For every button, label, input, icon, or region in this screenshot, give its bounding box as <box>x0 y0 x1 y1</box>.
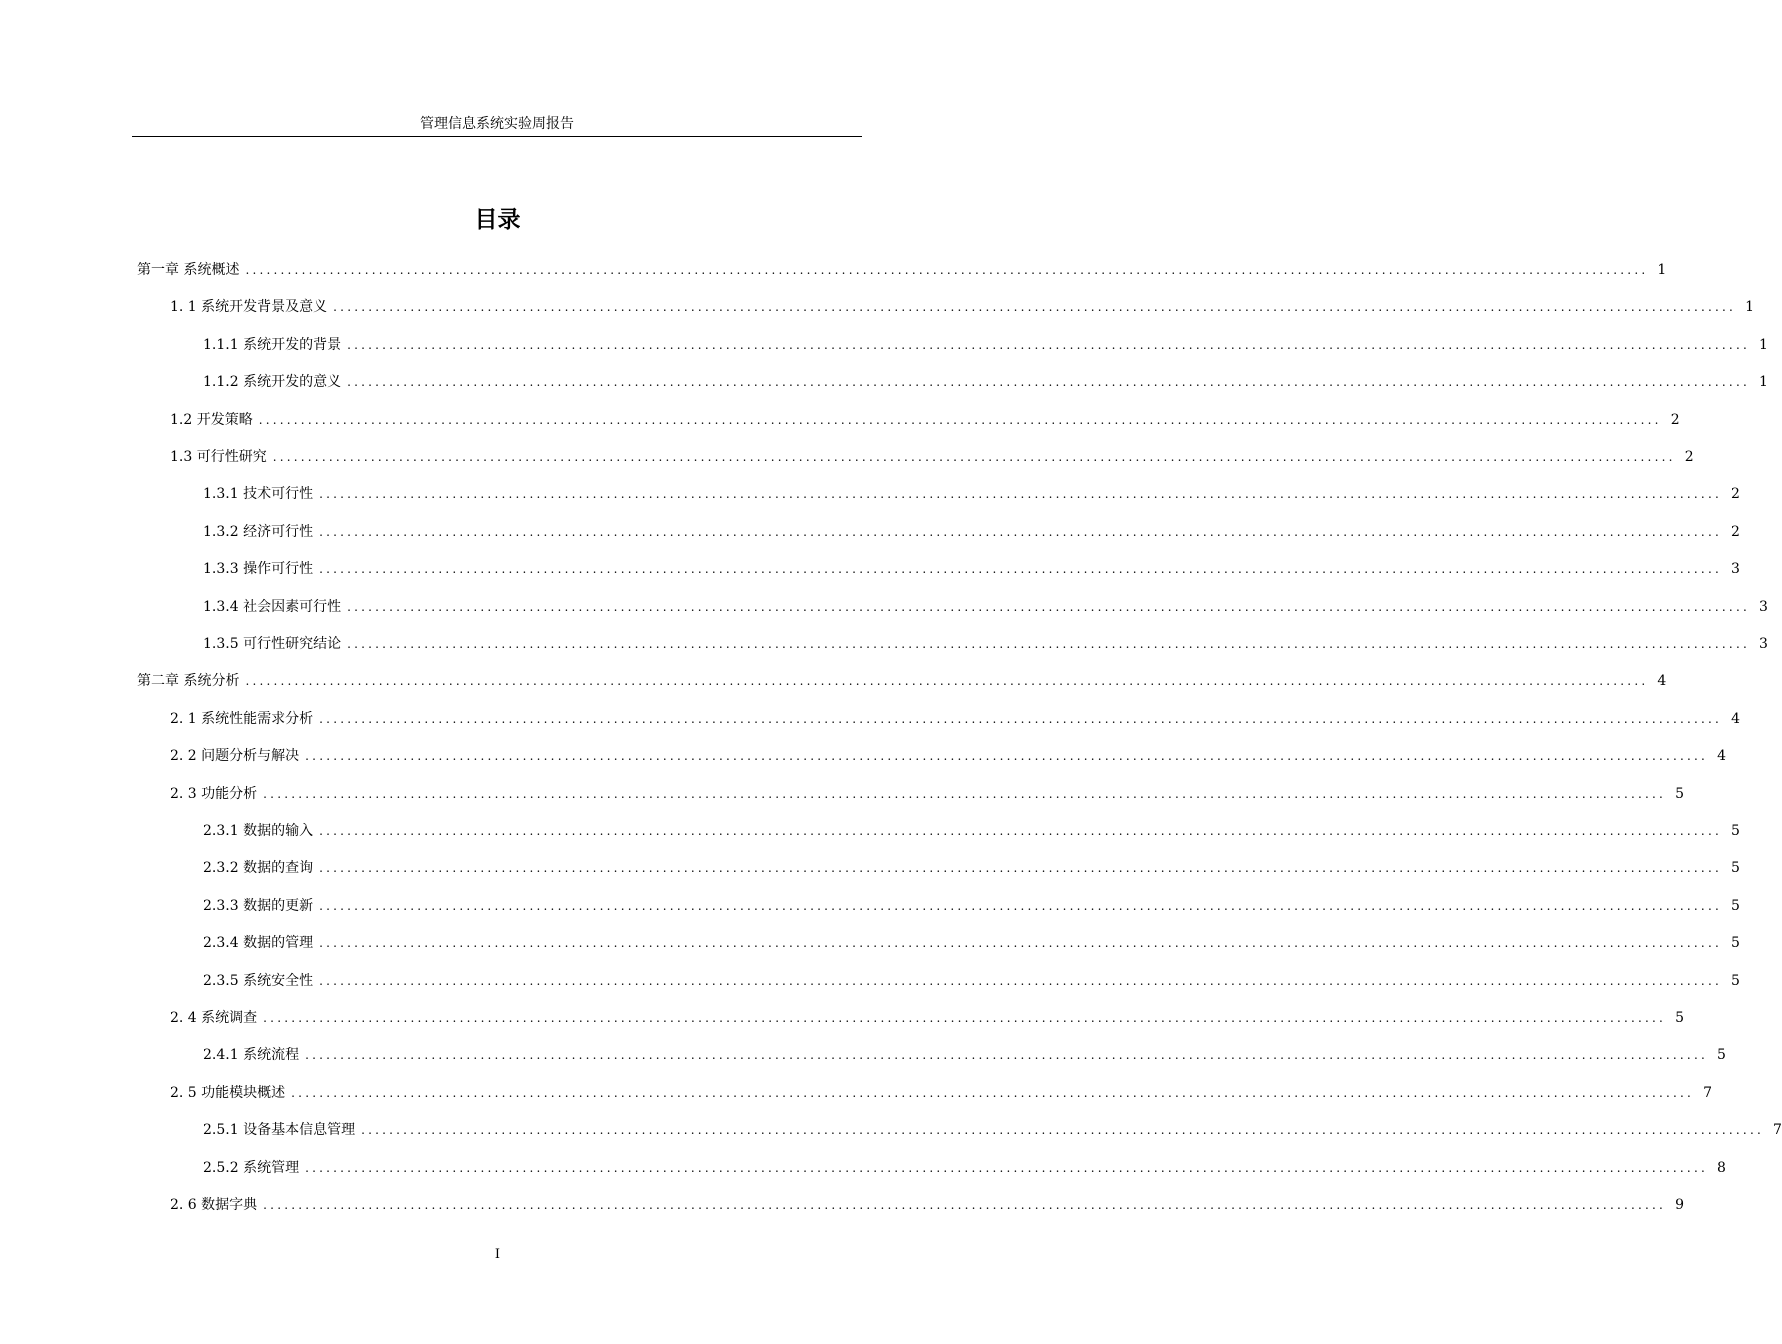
toc-entry[interactable] <box>203 632 1768 656</box>
toc-entry-page: 5 <box>1731 898 1740 914</box>
toc-entry[interactable] <box>203 595 1768 619</box>
toc-entry-label: 1.3.3 操作可行性 <box>203 561 314 577</box>
toc-entry[interactable] <box>203 819 1740 843</box>
toc-entry-label: 1.3.1 技术可行性 <box>203 486 314 502</box>
toc-entry-page: 3 <box>1731 561 1740 577</box>
toc-entry-label: 2. 5 功能模块概述 <box>170 1085 286 1101</box>
toc-entry-label: 第一章 系统概述 <box>137 262 240 278</box>
toc-entry-label: 1.3 可行性研究 <box>170 449 267 465</box>
toc-entry-page: 1 <box>1657 262 1667 278</box>
toc-dot-leader: ........................................................................................................................................................................................................ <box>319 899 1722 913</box>
toc-entry-label: 2.5.1 设备基本信息管理 <box>203 1122 356 1138</box>
toc-entry[interactable] <box>203 1043 1726 1067</box>
toc-entry-page: 4 <box>1657 673 1667 689</box>
toc-entry-page: 1 <box>1745 299 1755 315</box>
toc-entry-label: 2.3.4 数据的管理 <box>203 935 314 951</box>
toc-dot-leader: ........................................................................................................................................................................................................ <box>347 637 1750 651</box>
toc-entry-label: 第二章 系统分析 <box>137 673 240 689</box>
toc-entry[interactable] <box>170 445 1694 469</box>
toc-dot-leader: ........................................................................................................................................................................................................ <box>319 562 1722 576</box>
toc-dot-leader: ........................................................................................................................................................................................................ <box>291 1086 1695 1100</box>
toc-entry[interactable] <box>137 669 1667 693</box>
toc-entry-page: 2 <box>1731 524 1740 540</box>
toc-entry-label: 2. 1 系统性能需求分析 <box>170 711 314 727</box>
toc-dot-leader: ........................................................................................................................................................................................................ <box>245 674 1649 688</box>
toc-entry-label: 1.3.5 可行性研究结论 <box>203 636 342 652</box>
toc-entry-page: 2 <box>1731 486 1740 502</box>
toc-entry-page: 5 <box>1675 1010 1685 1026</box>
toc-entry-label: 2.3.2 数据的查询 <box>203 860 314 876</box>
toc-entry[interactable] <box>203 969 1740 993</box>
toc-entry-label: 1.2 开发策略 <box>170 412 253 428</box>
toc-entry-label: 1.3.4 社会因素可行性 <box>203 599 342 615</box>
toc-dot-leader: ........................................................................................................................................................................................................ <box>263 1198 1667 1212</box>
toc-entry-label: 2.5.2 系统管理 <box>203 1160 300 1176</box>
toc-entry-page: 5 <box>1731 935 1740 951</box>
toc-title: 目录 <box>474 207 521 233</box>
toc-entry-label: 2. 4 系统调查 <box>170 1010 258 1026</box>
running-header: 管理信息系统实验周报告 <box>420 116 574 132</box>
toc-entry-label: 1.1.2 系统开发的意义 <box>203 374 342 390</box>
toc-entry-page: 8 <box>1717 1160 1726 1176</box>
toc-dot-leader: ........................................................................................................................................................................................................ <box>333 300 1737 314</box>
toc-entry[interactable] <box>170 744 1727 768</box>
toc-dot-leader: ........................................................................................................................................................................................................ <box>347 375 1750 389</box>
toc-entry-page: 9 <box>1675 1197 1685 1213</box>
toc-dot-leader: ........................................................................................................................................................................................................ <box>305 1161 1708 1175</box>
toc-entry[interactable] <box>203 333 1768 357</box>
toc-entry[interactable] <box>170 1193 1685 1217</box>
toc-dot-leader: ........................................................................................................................................................................................................ <box>305 749 1709 763</box>
toc-dot-leader: ........................................................................................................................................................................................................ <box>347 600 1750 614</box>
toc-entry-label: 2.3.3 数据的更新 <box>203 898 314 914</box>
toc-dot-leader: ........................................................................................................................................................................................................ <box>263 787 1667 801</box>
toc-entry[interactable] <box>170 295 1755 319</box>
toc-entry-label: 1. 1 系统开发背景及意义 <box>170 299 328 315</box>
toc-entry[interactable] <box>203 894 1740 918</box>
toc-dot-leader: ........................................................................................................................................................................................................ <box>347 338 1750 352</box>
footer-page-number: I <box>494 1247 501 1262</box>
toc-entry[interactable] <box>170 782 1685 806</box>
toc-entry-page: 7 <box>1703 1085 1713 1101</box>
toc-entry-page: 7 <box>1773 1122 1782 1138</box>
toc-dot-leader: ........................................................................................................................................................................................................ <box>258 413 1662 427</box>
toc-entry-page: 1 <box>1759 374 1768 390</box>
toc-entry[interactable] <box>203 482 1740 506</box>
toc-entry[interactable] <box>203 856 1740 880</box>
toc-dot-leader: ........................................................................................................................................................................................................ <box>319 525 1722 539</box>
toc-dot-leader: ........................................................................................................................................................................................................ <box>319 936 1722 950</box>
toc-dot-leader: ........................................................................................................................................................................................................ <box>361 1123 1764 1137</box>
toc-entry-label: 2.4.1 系统流程 <box>203 1047 300 1063</box>
toc-entry-page: 5 <box>1675 786 1685 802</box>
toc-entry[interactable] <box>203 557 1740 581</box>
toc-entry-page: 5 <box>1731 973 1740 989</box>
toc-entry-label: 1.1.1 系统开发的背景 <box>203 337 342 353</box>
toc-entry-page: 5 <box>1717 1047 1726 1063</box>
toc-entry[interactable] <box>170 707 1741 731</box>
toc-dot-leader: ........................................................................................................................................................................................................ <box>245 263 1649 277</box>
toc-entry-page: 5 <box>1731 823 1740 839</box>
toc-entry[interactable] <box>170 408 1680 432</box>
toc-entry-label: 2. 2 问题分析与解决 <box>170 748 300 764</box>
toc-entry-label: 2. 6 数据字典 <box>170 1197 258 1213</box>
toc-dot-leader: ........................................................................................................................................................................................................ <box>272 450 1676 464</box>
toc-dot-leader: ........................................................................................................................................................................................................ <box>319 824 1722 838</box>
toc-entry-label: 2.3.5 系统安全性 <box>203 973 314 989</box>
toc-dot-leader: ........................................................................................................................................................................................................ <box>263 1011 1667 1025</box>
toc-entry[interactable] <box>170 1081 1713 1105</box>
toc-dot-leader: ........................................................................................................................................................................................................ <box>319 974 1722 988</box>
toc-dot-leader: ........................................................................................................................................................................................................ <box>319 861 1722 875</box>
toc-entry[interactable] <box>170 1006 1685 1030</box>
toc-dot-leader: ........................................................................................................................................................................................................ <box>319 712 1723 726</box>
toc-entry-label: 2.3.1 数据的输入 <box>203 823 314 839</box>
toc-entry-page: 4 <box>1731 711 1741 727</box>
toc-entry-label: 1.3.2 经济可行性 <box>203 524 314 540</box>
toc-dot-leader: ........................................................................................................................................................................................................ <box>319 487 1722 501</box>
toc-entry[interactable] <box>203 931 1740 955</box>
toc-entry-page: 3 <box>1759 599 1768 615</box>
toc-entry[interactable] <box>137 258 1667 282</box>
toc-entry[interactable] <box>203 1156 1726 1180</box>
toc-entry-page: 3 <box>1759 636 1768 652</box>
toc-entry-page: 4 <box>1717 748 1727 764</box>
toc-dot-leader: ........................................................................................................................................................................................................ <box>305 1048 1708 1062</box>
toc-entry-label: 2. 3 功能分析 <box>170 786 258 802</box>
toc-entry-page: 5 <box>1731 860 1740 876</box>
toc-entry-page: 2 <box>1684 449 1694 465</box>
toc-entry-page: 1 <box>1759 337 1768 353</box>
toc-entry-page: 2 <box>1670 412 1680 428</box>
toc-entry[interactable] <box>203 370 1768 394</box>
toc-entry[interactable] <box>203 520 1740 544</box>
toc-entry[interactable] <box>203 1118 1782 1142</box>
